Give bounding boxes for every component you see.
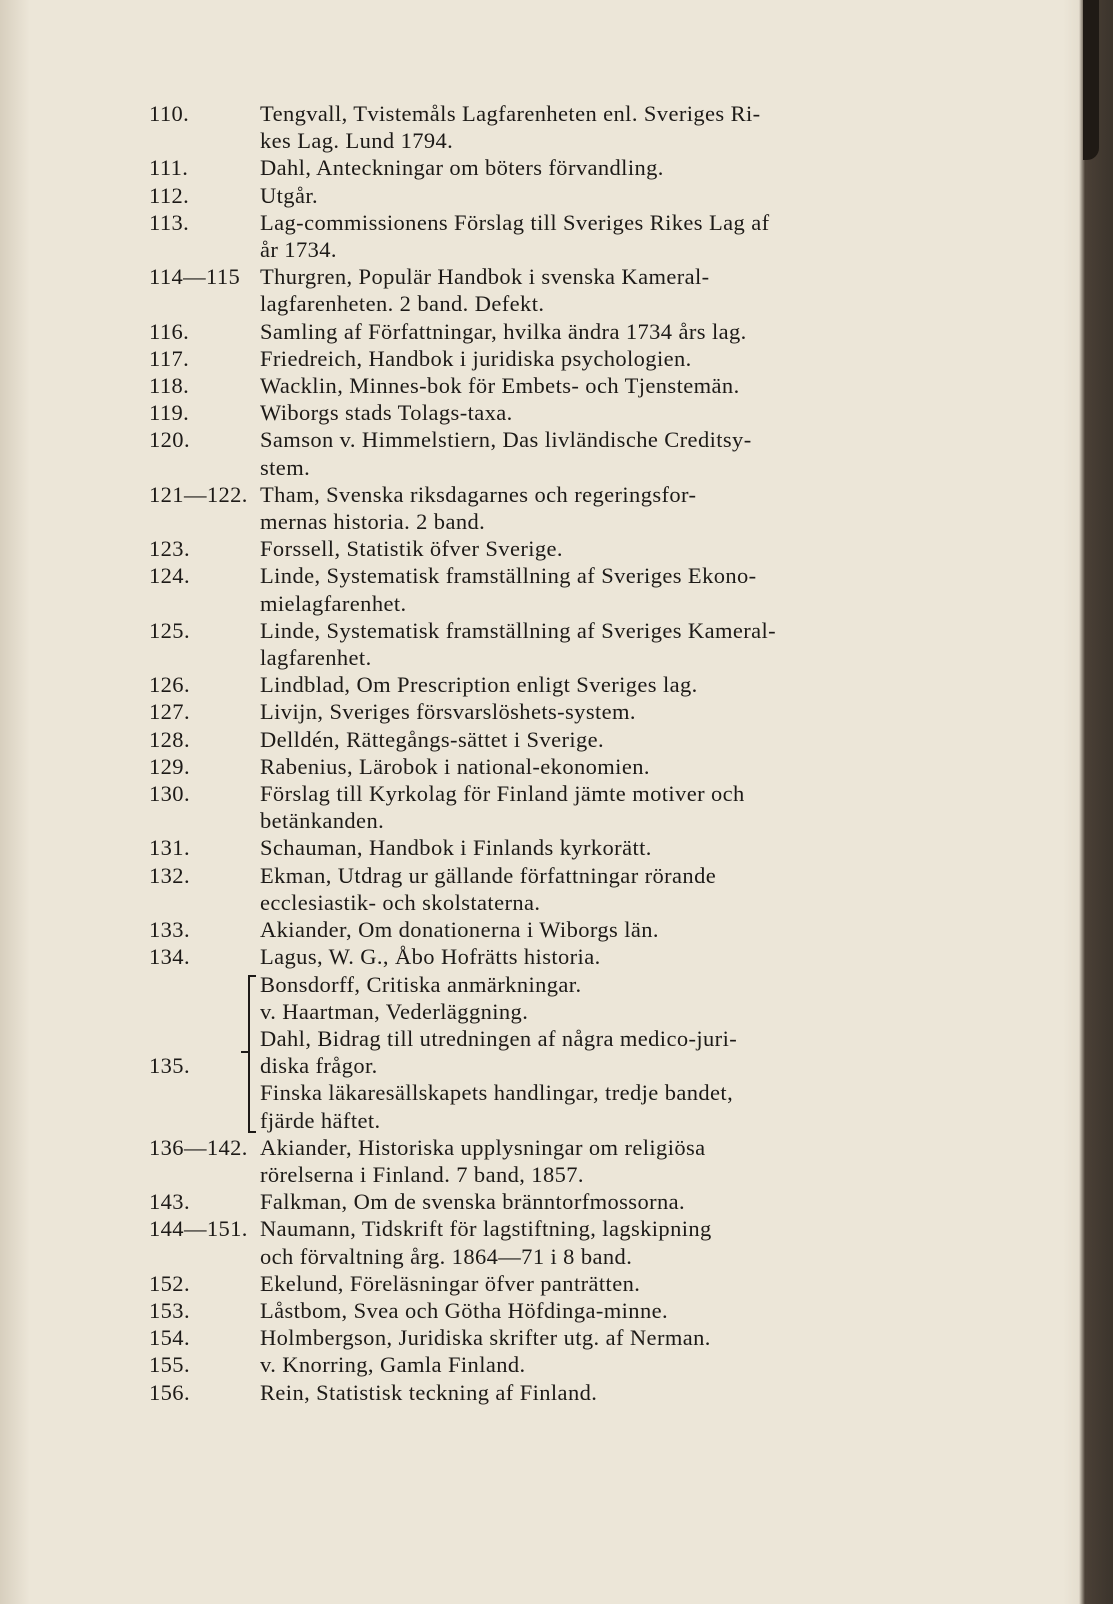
entry-line: lagfarenheten. 2 band. Defekt. <box>260 291 545 317</box>
catalogue-entry <box>149 780 929 834</box>
entry-number: 132. <box>149 862 190 888</box>
entry-number: 129. <box>149 753 190 779</box>
entry-line: Akiander, Om donationerna i Wiborgs län. <box>260 917 659 943</box>
entry-line: kes Lag. Lund 1794. <box>260 128 454 154</box>
entry-line: Rabenius, Lärobok i national-ekonomien. <box>260 753 650 779</box>
entry-line: Lagus, W. G., Åbo Hofrätts historia. <box>260 944 601 970</box>
entry-number: 116. <box>149 318 190 344</box>
entry-line: diska frågor. <box>260 1053 378 1079</box>
entry-number: 120. <box>149 427 190 453</box>
catalogue-listing <box>149 100 929 1406</box>
entry-line: Linde, Systematisk framställning af Sveriges Ekono- <box>260 563 757 589</box>
entries-block-1 <box>149 100 929 971</box>
catalogue-entry <box>149 562 929 616</box>
entry-number: 136—142. <box>149 1134 248 1160</box>
catalogue-entry <box>149 753 929 780</box>
page-edge-shadow <box>1079 0 1113 1604</box>
page-edge-tab <box>1083 0 1099 160</box>
entry-line: ecclesiastik- och skolstaterna. <box>260 889 541 915</box>
catalogue-entry <box>149 154 929 181</box>
catalogue-entry <box>149 1351 929 1378</box>
entry-number: 131. <box>149 835 190 861</box>
entry-line: Samson v. Himmelstiern, Das livländische Creditsy- <box>260 427 752 453</box>
catalogue-entry <box>149 834 929 861</box>
entry-line: Holmbergson, Juridiska skrifter utg. af Nerman. <box>260 1325 711 1351</box>
entry-line: Wacklin, Minnes-bok för Embets- och Tjenstemän. <box>260 373 740 399</box>
entry-line: Thurgren, Populär Handbok i svenska Kameral- <box>260 264 710 290</box>
entry-line: mernas historia. 2 band. <box>260 509 486 535</box>
entry-line: Rein, Statistisk teckning af Finland. <box>260 1379 598 1405</box>
entry-line: Wiborgs stads Tolags-taxa. <box>260 400 513 426</box>
catalogue-entry <box>149 1379 929 1406</box>
entry-line: fjärde häftet. <box>260 1107 381 1133</box>
entry-number: 124. <box>149 563 190 589</box>
entry-line: Forssell, Statistik öfver Sverige. <box>260 536 563 562</box>
entry-line: lagfarenhet. <box>260 645 372 671</box>
entry-number: 114—115 <box>149 264 241 290</box>
catalogue-entry <box>149 263 929 317</box>
entry-number: 135. <box>149 1052 190 1078</box>
entry-line: år 1734. <box>260 237 337 263</box>
catalogue-entry <box>149 1134 929 1188</box>
entry-number: 111. <box>149 155 189 181</box>
entry-line: betänkanden. <box>260 808 385 834</box>
entry-number: 143. <box>149 1189 190 1215</box>
catalogue-entry <box>149 209 929 263</box>
entry-number: 126. <box>149 672 190 698</box>
entry-line: Lindblad, Om Prescription enligt Sveriges lag. <box>260 672 698 698</box>
entry-number: 144—151. <box>149 1216 248 1242</box>
catalogue-entry <box>149 726 929 753</box>
entry-line: Naumann, Tidskrift för lagstiftning, lagskipning <box>260 1216 712 1242</box>
entry-line: Lag-commissionens Förslag till Sveriges Rikes Lag af <box>260 209 770 235</box>
entry-line: Dahl, Bidrag till utredningen af några medico-juri- <box>260 1025 738 1051</box>
entry-number: 134. <box>149 944 190 970</box>
curly-brace-tip <box>241 1051 249 1053</box>
entry-line: Finska läkaresällskapets handlingar, tredje bandet, <box>260 1080 734 1106</box>
catalogue-entry <box>149 862 929 916</box>
catalogue-entry <box>149 617 929 671</box>
entry-number: 133. <box>149 917 190 943</box>
entry-number: 155. <box>149 1352 190 1378</box>
entry-line: Delldén, Rättegångs-sättet i Sverige. <box>260 726 605 752</box>
catalogue-entry <box>149 1188 929 1215</box>
entry-number: 118. <box>149 373 190 399</box>
entry-135-group <box>149 971 929 1134</box>
catalogue-entry <box>149 100 929 154</box>
catalogue-entry <box>149 671 929 698</box>
catalogue-entry <box>149 1297 929 1324</box>
entry-number: 110. <box>149 101 190 126</box>
entry-number: 121—122. <box>149 481 248 507</box>
entry-number: 153. <box>149 1297 190 1323</box>
entry-number: 125. <box>149 617 190 643</box>
catalogue-entry <box>149 399 929 426</box>
entry-line: Dahl, Anteckningar om böters förvandling. <box>260 155 664 181</box>
catalogue-entry <box>149 426 929 480</box>
entry-line: v. Knorring, Gamla Finland. <box>260 1352 526 1378</box>
catalogue-entry <box>149 535 929 562</box>
entry-line: Schauman, Handbok i Finlands kyrkorätt. <box>260 835 652 861</box>
entry-line: rörelserna i Finland. 7 band, 1857. <box>260 1161 584 1187</box>
entry-number: 152. <box>149 1270 190 1296</box>
entry-number: 112. <box>149 182 190 208</box>
entry-line: Samling af Författningar, hvilka ändra 1734 års lag. <box>260 318 747 344</box>
entry-line: mielagfarenhet. <box>260 590 407 616</box>
entry-line: Linde, Systematisk framställning af Sveriges Kameral- <box>260 617 777 643</box>
entry-number: 117. <box>149 345 190 371</box>
entry-number: 130. <box>149 781 190 807</box>
catalogue-entry <box>149 916 929 943</box>
entry-line: Friedreich, Handbok i juridiska psychologien. <box>260 345 692 371</box>
entry-line: Ekelund, Föreläsningar öfver panträtten. <box>260 1270 641 1296</box>
catalogue-entry <box>149 943 929 970</box>
catalogue-entry <box>149 698 929 725</box>
catalogue-entry <box>149 1215 929 1269</box>
catalogue-entry <box>149 372 929 399</box>
entry-line: v. Haartman, Vederläggning. <box>260 998 529 1024</box>
catalogue-entry <box>149 481 929 535</box>
catalogue-entry <box>149 182 929 209</box>
entry-line: stem. <box>260 454 311 480</box>
catalogue-entry <box>149 345 929 372</box>
curly-brace <box>248 975 260 1133</box>
entry-line: Akiander, Historiska upplysningar om religiösa <box>260 1134 706 1160</box>
entry-line: Tham, Svenska riksdagarnes och regeringsfor- <box>260 481 697 507</box>
entry-number: 156. <box>149 1379 190 1405</box>
entry-line: Livijn, Sveriges försvarslöshets-system. <box>260 699 636 725</box>
entry-number: 127. <box>149 699 190 725</box>
entry-number: 128. <box>149 726 190 752</box>
entry-number: 113. <box>149 209 190 235</box>
entry-line: Låstbom, Svea och Götha Höfdinga-minne. <box>260 1297 669 1323</box>
entry-line: Tengvall, Tvistemåls Lagfarenheten enl. Sveriges Ri- <box>260 101 761 126</box>
catalogue-entry <box>149 318 929 345</box>
entry-number: 123. <box>149 536 190 562</box>
entry-number: 119. <box>149 400 190 426</box>
entry-number: 154. <box>149 1325 190 1351</box>
catalogue-entry <box>149 1324 929 1351</box>
catalogue-entry <box>149 1270 929 1297</box>
entry-line: Bonsdorff, Critiska anmärkningar. <box>260 971 582 997</box>
entries-block-2 <box>149 1134 929 1406</box>
entry-line: och förvaltning årg. 1864—71 i 8 band. <box>260 1243 633 1269</box>
entry-line: Falkman, Om de svenska bränntorfmossorna. <box>260 1189 686 1215</box>
entry-line: Förslag till Kyrkolag för Finland jämte motiver och <box>260 781 745 807</box>
entry-line: Ekman, Utdrag ur gällande författningar rörande <box>260 862 717 888</box>
entry-line: Utgår. <box>260 182 319 208</box>
